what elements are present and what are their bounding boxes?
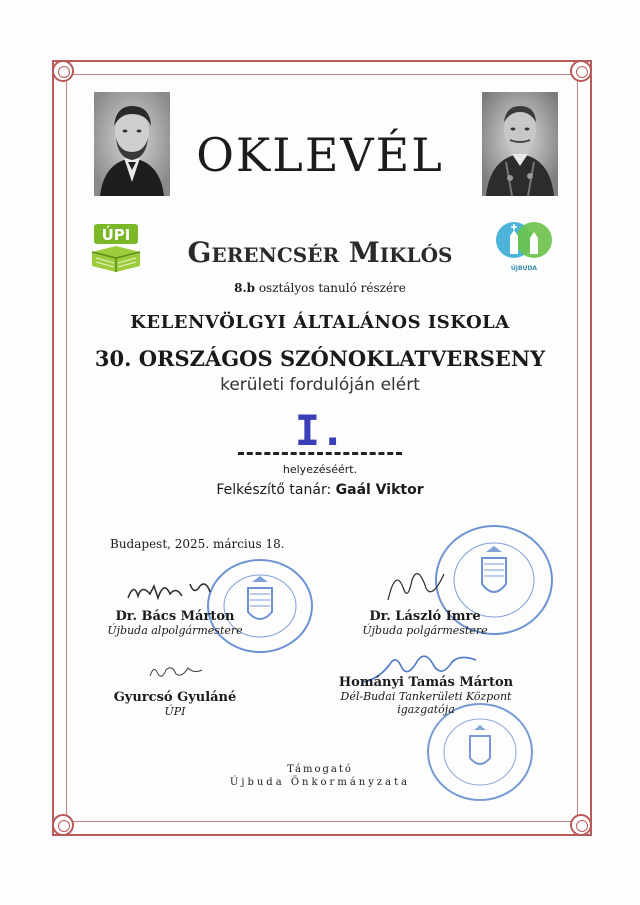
signature-laszlo	[382, 560, 452, 608]
stamp-bacs	[204, 556, 316, 656]
signatory-laszlo	[330, 609, 520, 637]
signatory-name: Hományi Tamás Márton	[338, 675, 514, 690]
signatory-role: ÚPI	[164, 705, 186, 718]
corner-ornament-top-right	[570, 60, 592, 82]
signatory-role: Újbuda polgármestere	[362, 624, 488, 637]
teacher-name: Gaál Viktor	[335, 482, 424, 498]
signature-bacs	[124, 576, 214, 606]
signatory-role: Dél-Budai Tankerületi Központ	[340, 690, 512, 703]
signatory-bacs	[80, 609, 270, 637]
signatory-role: Újbuda alpolgármestere	[107, 624, 243, 637]
teacher-line	[0, 482, 640, 498]
certificate-title: OKLEVÉL	[196, 128, 444, 182]
signatory-name: Dr. Bács Márton	[115, 609, 235, 624]
support-label: Támogató	[287, 764, 353, 775]
corner-ornament-top-left	[52, 60, 74, 82]
teacher-label: Felkészítő tanár:	[216, 482, 336, 498]
class-value: 8.b	[234, 281, 256, 295]
class-suffix: osztályos tanuló részére	[255, 281, 406, 295]
upi-logo-text: ÚPI	[101, 226, 131, 244]
placement-value: I.	[294, 406, 346, 455]
placement-suffix: helyezéséért.	[282, 463, 358, 476]
signatory-gyurcso	[80, 690, 270, 718]
placement-underline	[238, 452, 402, 455]
corner-ornament-bottom-right	[570, 814, 592, 836]
signatory-name: Gyurcsó Gyuláné	[113, 690, 237, 705]
ujbuda-logo-text: ÚJBUDA	[510, 265, 538, 272]
signatory-homanyi	[316, 675, 536, 716]
round-text: kerületi fordulóján elért	[220, 375, 420, 395]
corner-ornament-bottom-left	[52, 814, 74, 836]
class-line	[0, 281, 640, 295]
recipient-name: Gerencsér Miklós	[187, 236, 453, 269]
support-sponsor: Újbuda Önkormányzata	[229, 777, 411, 788]
school-name: KELENVÖLGYI ÁLTALÁNOS ISKOLA	[130, 312, 510, 333]
issue-date: Budapest, 2025. március 18.	[110, 537, 285, 551]
signature-gyurcso	[146, 660, 206, 682]
contest-name: 30. ORSZÁGOS SZÓNOKLATVERSENY	[94, 346, 546, 371]
signatory-role-line2: igazgatója	[397, 703, 455, 716]
signatory-name: Dr. László Imre	[369, 609, 481, 624]
